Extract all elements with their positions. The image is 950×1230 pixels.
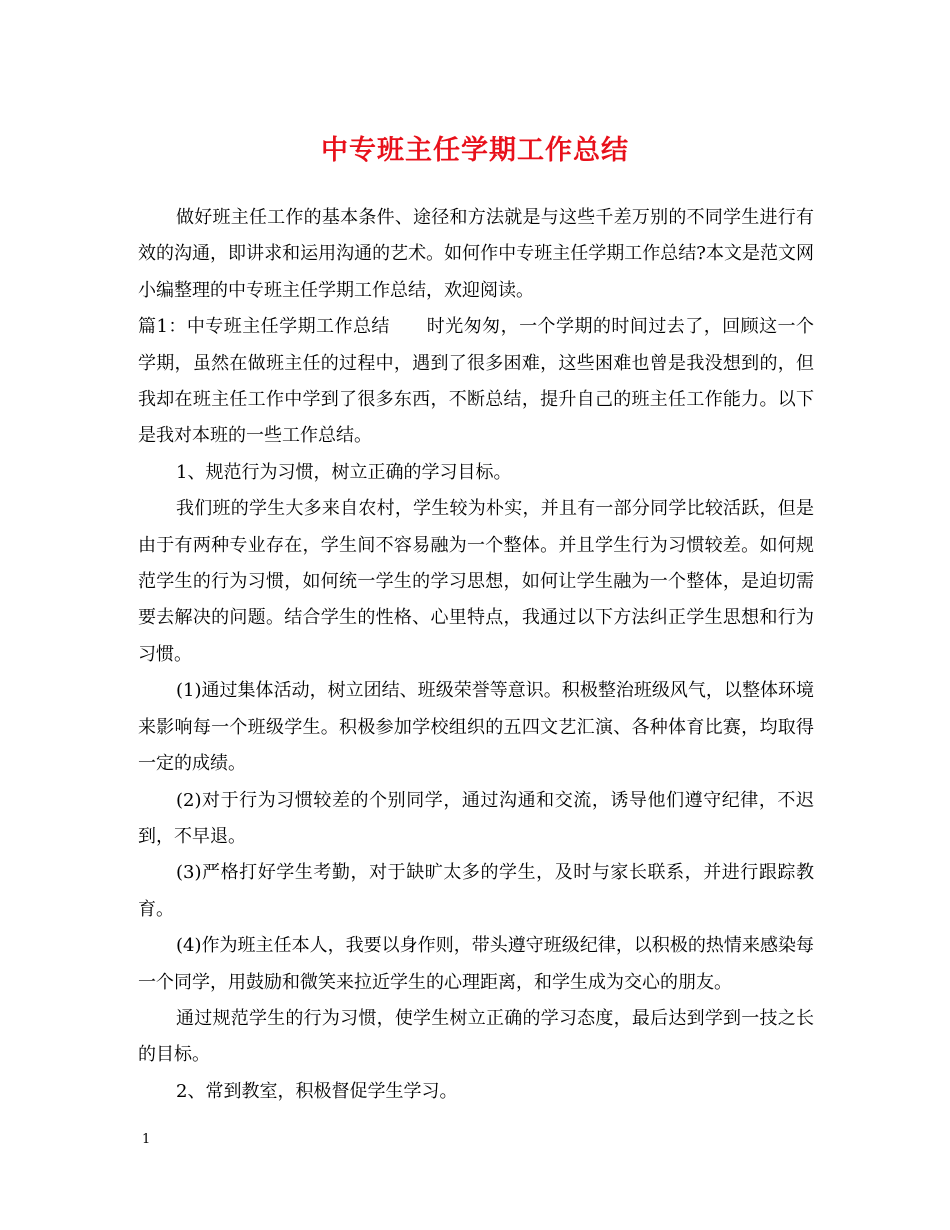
method-1-paragraph: (1)通过集体活动，树立团结、班级荣誉等意识。积极整治班级风气，以整体环境来影响每一个班级学生。积极参加学校组织的五四文艺汇演、各种体育比赛，均取得一定的成绩。: [138, 680, 814, 775]
method-2-paragraph: (2)对于行为习惯较差的个别同学，通过沟通和交流，诱导他们遵守纪律，不迟到，不早退。: [138, 789, 814, 847]
conclusion-paragraph: 通过规范学生的行为习惯，使学生树立正确的学习态度，最后达到学到一技之长的目标。: [138, 1007, 814, 1066]
section-1-paragraph: 篇1：中专班主任学期工作总结 时光匆匆，一个学期的时间过去了，回顾这一个学期，虽然在做班主任的过程中，遇到了很多困难，这些困难也曾是我没想到的，但我却在班主任工作中学到了很多东西，不断总结，提升自己的班主任工作能力。以下是我对本班的一些工作总结。: [138, 316, 814, 447]
background-paragraph: 我们班的学生大多来自农村，学生较为朴实，并且有一部分同学比较活跃，但是由于有两种专业存在，学生间不容易融为一个整体。并且学生行为习惯较差。如何规范学生的行为习惯，如何统一学生的学习思想，如何让学生融为一个整体，是迫切需要去解决的问题。结合学生的性格、心里特点，我通过以下方法纠正学生思想和行为习惯。: [138, 498, 814, 665]
page-number: 1: [142, 1132, 151, 1147]
document-body: [138, 200, 814, 1110]
method-4-paragraph: (4)作为班主任本人，我要以身作则，带头遵守班级纪律，以积极的热情来感染每一个同学，用鼓励和微笑来拉近学生的心理距离，和学生成为交心的朋友。: [138, 935, 814, 993]
heading-2-paragraph: 2、常到教室，积极督促学生学习。: [176, 1080, 458, 1102]
heading-1-paragraph: 1、规范行为习惯，树立正确的学习目标。: [176, 461, 512, 483]
intro-paragraph: 做好班主任工作的基本条件、途径和方法就是与这些千差万别的不同学生进行有效的沟通，即讲求和运用沟通的艺术。如何作中专班主任学期工作总结?本文是范文网小编整理的中专班主任学期工作总结，欢迎阅读。: [138, 207, 814, 301]
method-3-paragraph: (3)严格打好学生考勤，对于缺旷太多的学生，及时与家长联系，并进行跟踪教育。: [138, 862, 814, 920]
document-title: 中专班主任学期工作总结: [321, 135, 629, 166]
